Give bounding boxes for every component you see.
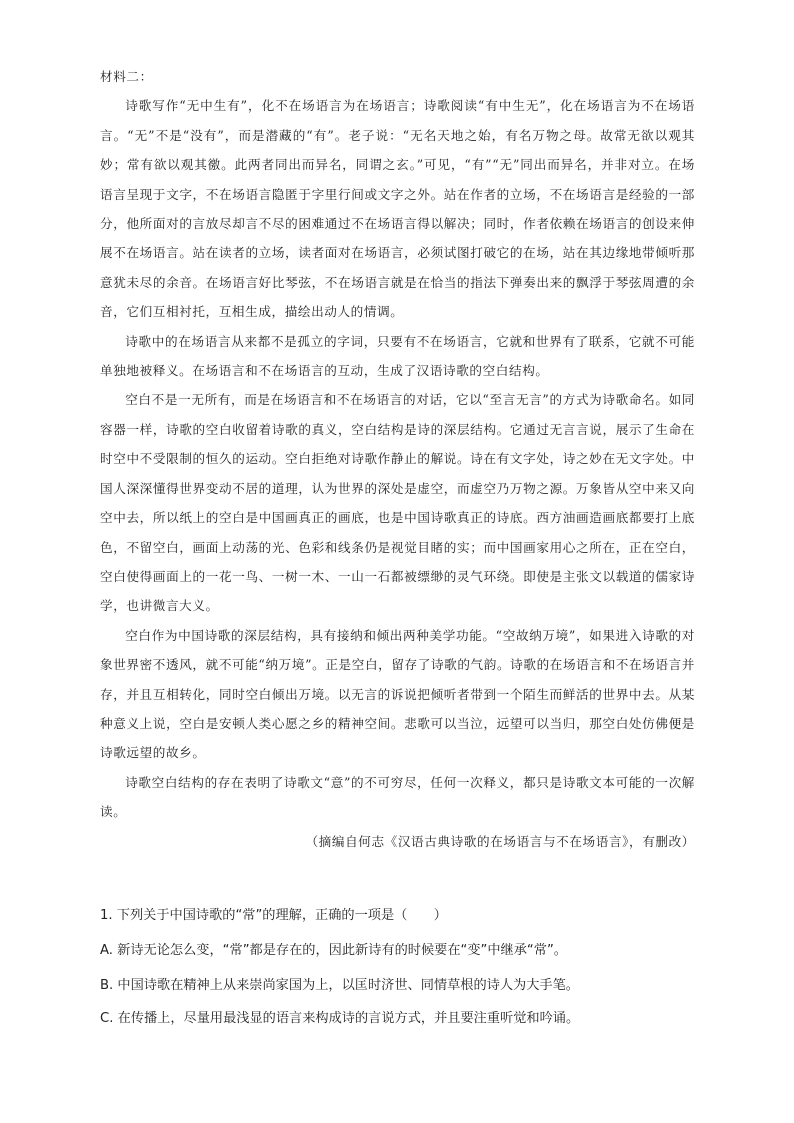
paragraph-1: 诗歌写作“无中生有”，化不在场语言为在场语言；诗歌阅读“有中生无”，化在场语言为不在场语言。“无”不是“没有”，而是潜藏的“有”。老子说：“无名天地之始，有名万物之母。故常无欲以观其妙；常有欲以观其徼。此两者同出而异名，同谓之玄。”可见，“有”“无”同出而异名，并非对立。在场语言呈现于文字，不在场语言隐匿于字里行间或文字之外。站在作者的立场，不在场语言是经验的一部分，他所面对的言放尽却言不尽的困难通过不在场语言得以解决；同时，作者依赖在场语言的创设来伸展不在场语言。站在读者的立场，读者面对在场语言，必须试图打破它的在场，站在其边缘地带倾听那意犹未尽的余音。在场语言好比琴弦，不在场语言就是在恰当的指法下弹奏出来的飘浮于琴弦周遭的余音，它们互相衬托，互相生成，描绘出动人的情调。 [100,98,695,320]
paragraph-4: 空白作为中国诗歌的深层结构，具有接纳和倾出两种美学功能。“空故纳万境”，如果进入诗歌的对象世界密不透风，就不可能“纳万境”。正是空白，留存了诗歌的气韵。诗歌的在场语言和不在场语言并存，并且互相转化，同时空白倾出万境。以无言的诉说把倾听者带到一个陌生而鲜活的世界中去。从某种意义上说，空白是安顿人类心愿之乡的精神空间。悲歌可以当泣，远望可以当归，那空白处仿佛便是诗歌远望的故乡。 [100,627,695,761]
material-label: 材料二： [100,69,153,84]
material-two [100,62,695,856]
option-a[interactable]: A. 新诗无论怎么变，“常”都是存在的，因此新诗有的时候要在“变”中继承“常”。 [100,943,567,958]
option-b[interactable]: B. 中国诗歌在精神上从来崇尚家国为上，以匡时济世、同情草根的诗人为大手笔。 [100,978,579,993]
paragraph-3: 空白不是一无所有，而是在场语言和不在场语言的对话，它以“至言无言”的方式为诗歌命名。如同容器一样，诗歌的空白收留着诗歌的真义，空白结构是诗的深层结构。它通过无言言说，展示了生命在时空中不受限制的恒久的运动。空白拒绝对诗歌作静止的解说。诗在有文字处，诗之妙在无文字处。中国人深深懂得世界变动不居的道理，认为世界的深处是虚空，而虚空乃万物之源。万象皆从空中来又向空中去，所以纸上的空白是中国画真正的画底，也是中国诗歌真正的诗底。西方油画造画底都要打上底色，不留空白，画面上动荡的光、色彩和线条仍是视觉目睹的实；而中国画家用心之所在，正在空白，空白使得画面上的一花一鸟、一树一木、一山一石都被缥缈的灵气环绕。即使是主张文以载道的儒家诗学，也讲微言大义。 [100,392,695,614]
paragraph-5: 诗歌空白结构的存在表明了诗歌文“意”的不可穷尽，任何一次释义，都只是诗歌文本可能的一次解读。 [100,774,695,820]
source-citation: （摘编自何志《汉语古典诗歌的在场语言与不在场语言》，有删改） [305,833,695,849]
paragraph-2: 诗歌中的在场语言从来都不是孤立的字词，只要有不在场语言，它就和世界有了联系，它就不可能单独地被释义。在场语言和不在场语言的互动，生成了汉语诗歌的空白结构。 [100,333,695,379]
option-c[interactable]: C. 在传播上，尽量用最浅显的语言来构成诗的言说方式，并且要注重听觉和吟诵。 [100,1011,580,1026]
question-stem: 1. 下列关于中国诗歌的“常”的理解，正确的一项是（ ） [100,908,447,923]
